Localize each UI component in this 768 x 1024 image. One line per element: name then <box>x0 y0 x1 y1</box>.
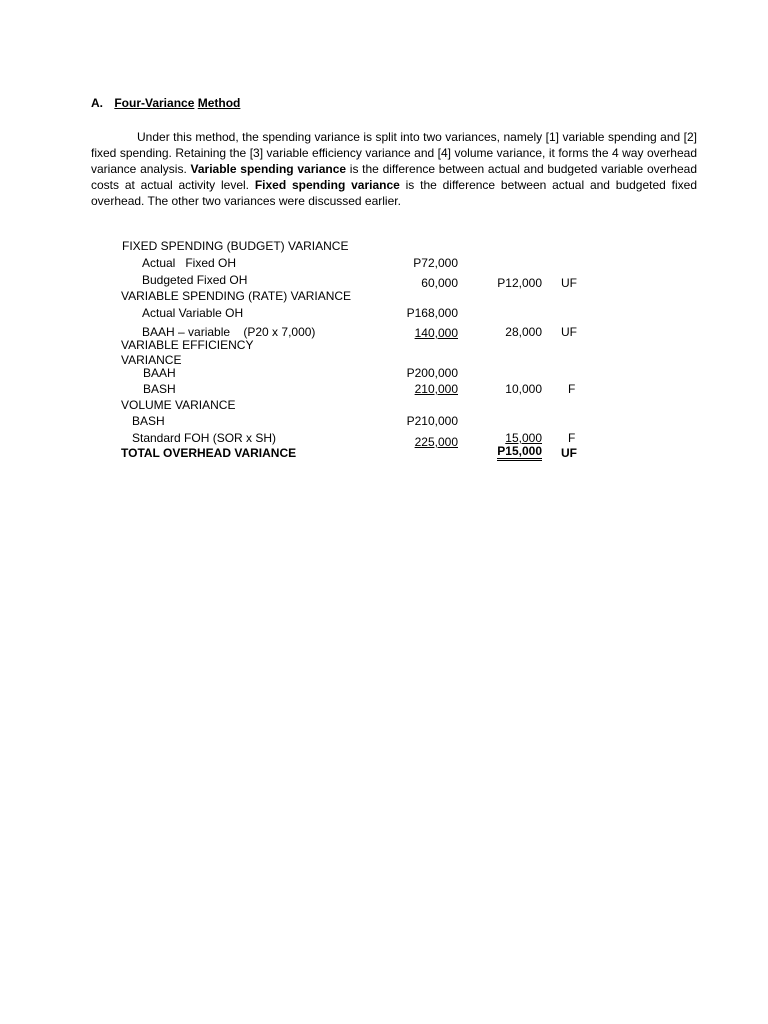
variable-efficiency-header: VARIABLE EFFICIENCY <box>121 338 254 352</box>
table-row <box>0 365 768 381</box>
variable-spending-header: VARIABLE SPENDING (RATE) VARIANCE <box>121 289 352 303</box>
table-row <box>0 397 768 413</box>
variance-cell: 28,000 <box>505 325 542 339</box>
table-row <box>0 305 768 321</box>
row-label: Actual Variable OH <box>142 306 244 320</box>
variance-type-cell: UF <box>561 325 577 339</box>
row-label: BAAH – variable (P20 x 7,000) <box>142 325 316 339</box>
row-label: Standard FOH (SOR x SH) <box>132 431 277 445</box>
total-variance-type-cell: UF <box>561 446 577 460</box>
table-row <box>0 413 768 429</box>
para-bold-1: Variable spending variance <box>190 162 347 176</box>
variance-type-cell: F <box>568 382 576 396</box>
row-label: Actual Fixed OH <box>142 256 237 270</box>
section-title-part2: Method <box>197 96 241 110</box>
para-text-1: Under this method, the spending variance is split into two variances, namely [1] variable spending and [2] fixed spending. Retaining the [3] variable efficiency variance and [4] volume variance, it forms the 4 way overhead variance analysis. <box>91 130 697 176</box>
variable-efficiency-header-cont: VARIANCE <box>121 353 182 367</box>
amount-cell: P168,000 <box>406 306 458 320</box>
amount-cell: P72,000 <box>413 256 458 270</box>
total-row <box>0 445 768 461</box>
amount-cell: P200,000 <box>406 366 458 380</box>
intro-paragraph <box>91 129 697 209</box>
table-row <box>0 238 768 254</box>
para-text-3: is the difference between actual and budgeted fixed overhead. The other two variances were discussed earlier. <box>91 178 697 208</box>
variance-type-cell: UF <box>561 276 577 290</box>
table-row <box>0 337 768 353</box>
table-row <box>0 381 768 397</box>
amount-cell: 210,000 <box>414 382 458 396</box>
row-label: BASH <box>143 382 176 396</box>
amount-cell: 140,000 <box>414 326 458 340</box>
para-text-2: is the difference between actual and budgeted variable overhead costs at actual activity level. <box>91 162 697 192</box>
amount-cell: 60,000 <box>421 276 458 290</box>
section-heading <box>91 96 240 110</box>
para-bold-2: Fixed spending variance <box>254 178 400 192</box>
amount-cell: 225,000 <box>414 435 458 449</box>
volume-variance-header: VOLUME VARIANCE <box>121 398 236 412</box>
table-row <box>0 272 768 288</box>
total-label: TOTAL OVERHEAD VARIANCE <box>121 446 297 460</box>
fixed-spending-header: FIXED SPENDING (BUDGET) VARIANCE <box>122 239 349 253</box>
section-letter: A. <box>91 96 103 110</box>
variance-cell: 10,000 <box>505 382 542 396</box>
row-label: Budgeted Fixed OH <box>142 273 248 287</box>
variance-type-cell: F <box>568 431 576 445</box>
amount-cell: P210,000 <box>406 414 458 428</box>
row-label: BASH <box>132 414 165 428</box>
variance-cell: 15,000 <box>505 431 542 445</box>
total-variance-cell: P15,000 <box>497 445 542 461</box>
section-title-part1: Four-Variance <box>114 96 195 110</box>
table-row <box>0 288 768 304</box>
variance-cell: P12,000 <box>497 276 542 290</box>
row-label: BAAH <box>143 366 176 380</box>
table-row <box>0 430 768 449</box>
table-row <box>0 255 768 271</box>
